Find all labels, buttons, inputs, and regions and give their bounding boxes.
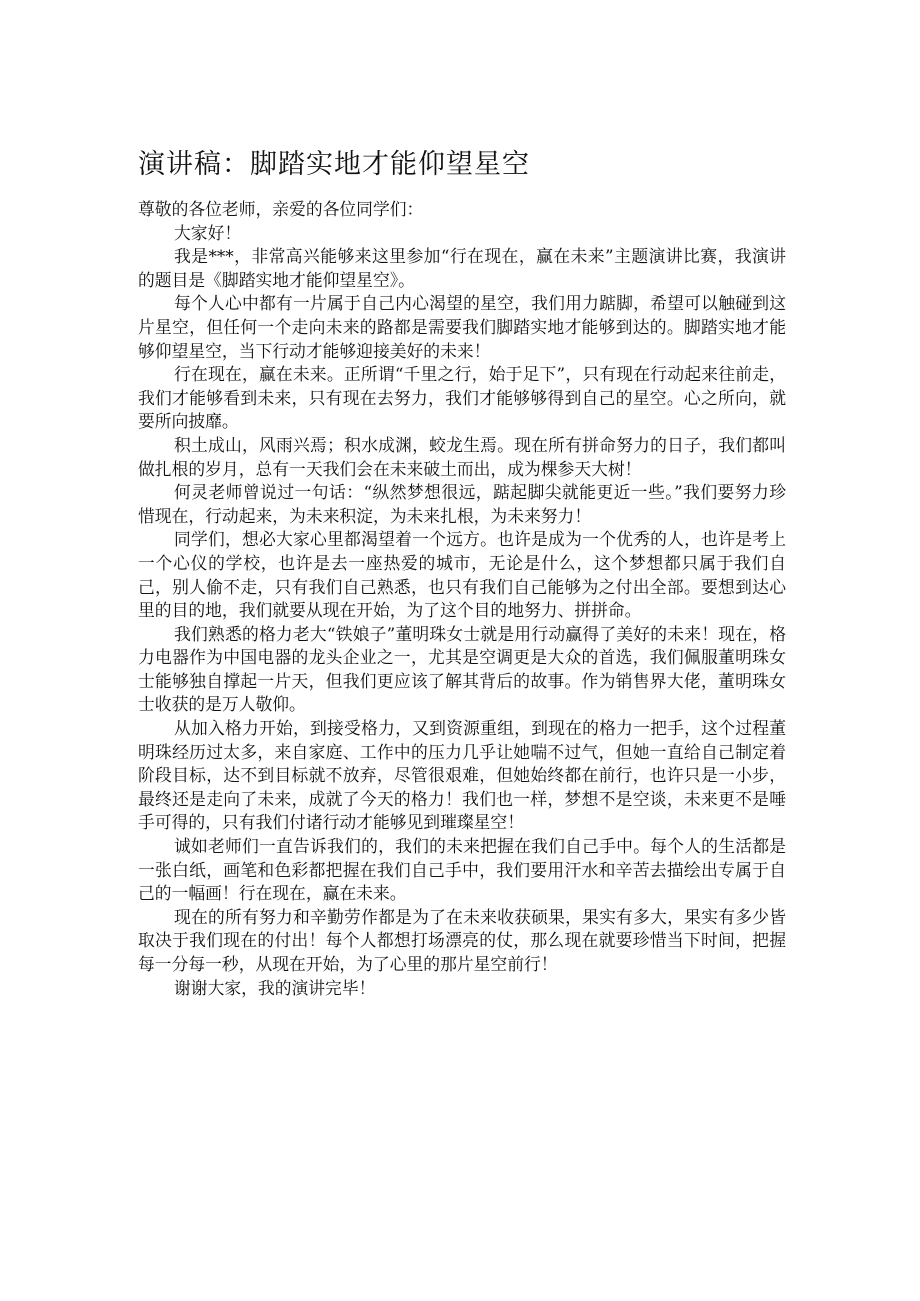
- paragraph-introduction: 我是***，非常高兴能够来这里参加“行在现在，赢在未来”主题演讲比赛，我演讲的题目是《脚踏实地才能仰望星空》。: [138, 246, 786, 290]
- paragraph-greeting: 大家好！: [174, 222, 242, 243]
- paragraph-starry-sky: 每个人心中都有一片属于自己内心渴望的星空，我们用力踮脚，希望可以触碰到这片星空，但任何一个走向未来的路都是需要我们脚踏实地才能够到达的。脚踏实地才能够仰望星空，当下行动才能够迎接美好的未来！: [138, 293, 786, 361]
- paragraph-closing: 谢谢大家，我的演讲完毕！: [174, 977, 376, 998]
- salutation: 尊敬的各位老师，亲爱的各位同学们：: [138, 199, 424, 219]
- paragraph-gree-example: 我们熟悉的格力老大“铁娘子”董明珠女士就是用行动赢得了美好的未来！现在，格力电器作为中国电器的龙头企业之一，尤其是空调更是大众的首选，我们佩服董明珠女士能够独自撑起一片天，但我们更应该了解其背后的故事。作为销售界大佬，董明珠女士收获的是万人敬仰。: [138, 623, 786, 715]
- paragraph-dong-mingzhu-story: 从加入格力开始，到接受格力，又到资源重组，到现在的格力一把手，这个过程董明珠经历过太多，来自家庭、工作中的压力几乎让她喘不过气，但她一直给自己制定着阶段目标，达不到目标就不放弃，尽管很艰难，但她始终都在前行，也许只是一小步，最终还是走向了未来，成就了今天的格力！我们也一样，梦想不是空谈，未来更不是唾手可得的，只有我们付诸行动才能够见到璀璨星空！: [138, 718, 786, 833]
- page-title: 演讲稿：脚踏实地才能仰望星空: [138, 149, 530, 180]
- paragraph-blank-paper: 诚如老师们一直告诉我们的，我们的未来把握在我们自己手中。每个人的生活都是一张白纸，画笔和色彩都把握在我们自己手中，我们要用汗水和辛苦去描绘出专属于自己的一幅画！行在现在，赢在未来。: [138, 836, 786, 904]
- paragraph-act-now: 行在现在，赢在未来。正所谓“千里之行，始于足下”，只有现在行动起来往前走，我们才能够看到未来，只有现在去努力，我们才能够够得到自己的星空。心之所向，就要所向披靡。: [138, 364, 786, 432]
- paragraph-teacher-quote: 何灵老师曾说过一句话：“纵然梦想很远，踮起脚尖就能更近一些。”我们要努力珍惜现在，行动起来，为未来积淀，为未来扎根，为未来努力！: [138, 482, 786, 526]
- paragraph-classmates: 同学们，想必大家心里都渴望着一个远方。也许是成为一个优秀的人，也许是考上一个心仪的学校，也许是去一座热爱的城市，无论是什么，这个梦想都只属于我们自己，别人偷不走，只有我们自己熟悉，也只有我们自己能够为之付出全部。要想到达心里的目的地，我们就要从现在开始，为了这个目的地努力、拼拼命。: [138, 529, 786, 621]
- paragraph-accumulation: 积土成山，风雨兴焉；积水成渊，蛟龙生焉。现在所有拼命努力的日子，我们都叫做扎根的岁月，总有一天我们会在未来破土而出，成为棵参天大树！: [138, 434, 786, 479]
- speech-body: [138, 198, 786, 1000]
- paragraph-effort-now: 现在的所有努力和辛勤劳作都是为了在未来收获硕果，果实有多大，果实有多少皆取决于我们现在的付出！每个人都想打场漂亮的仗，那么现在就要珍惜当下时间，把握每一分每一秒，从现在开始，为了心里的那片星空前行！: [138, 906, 786, 974]
